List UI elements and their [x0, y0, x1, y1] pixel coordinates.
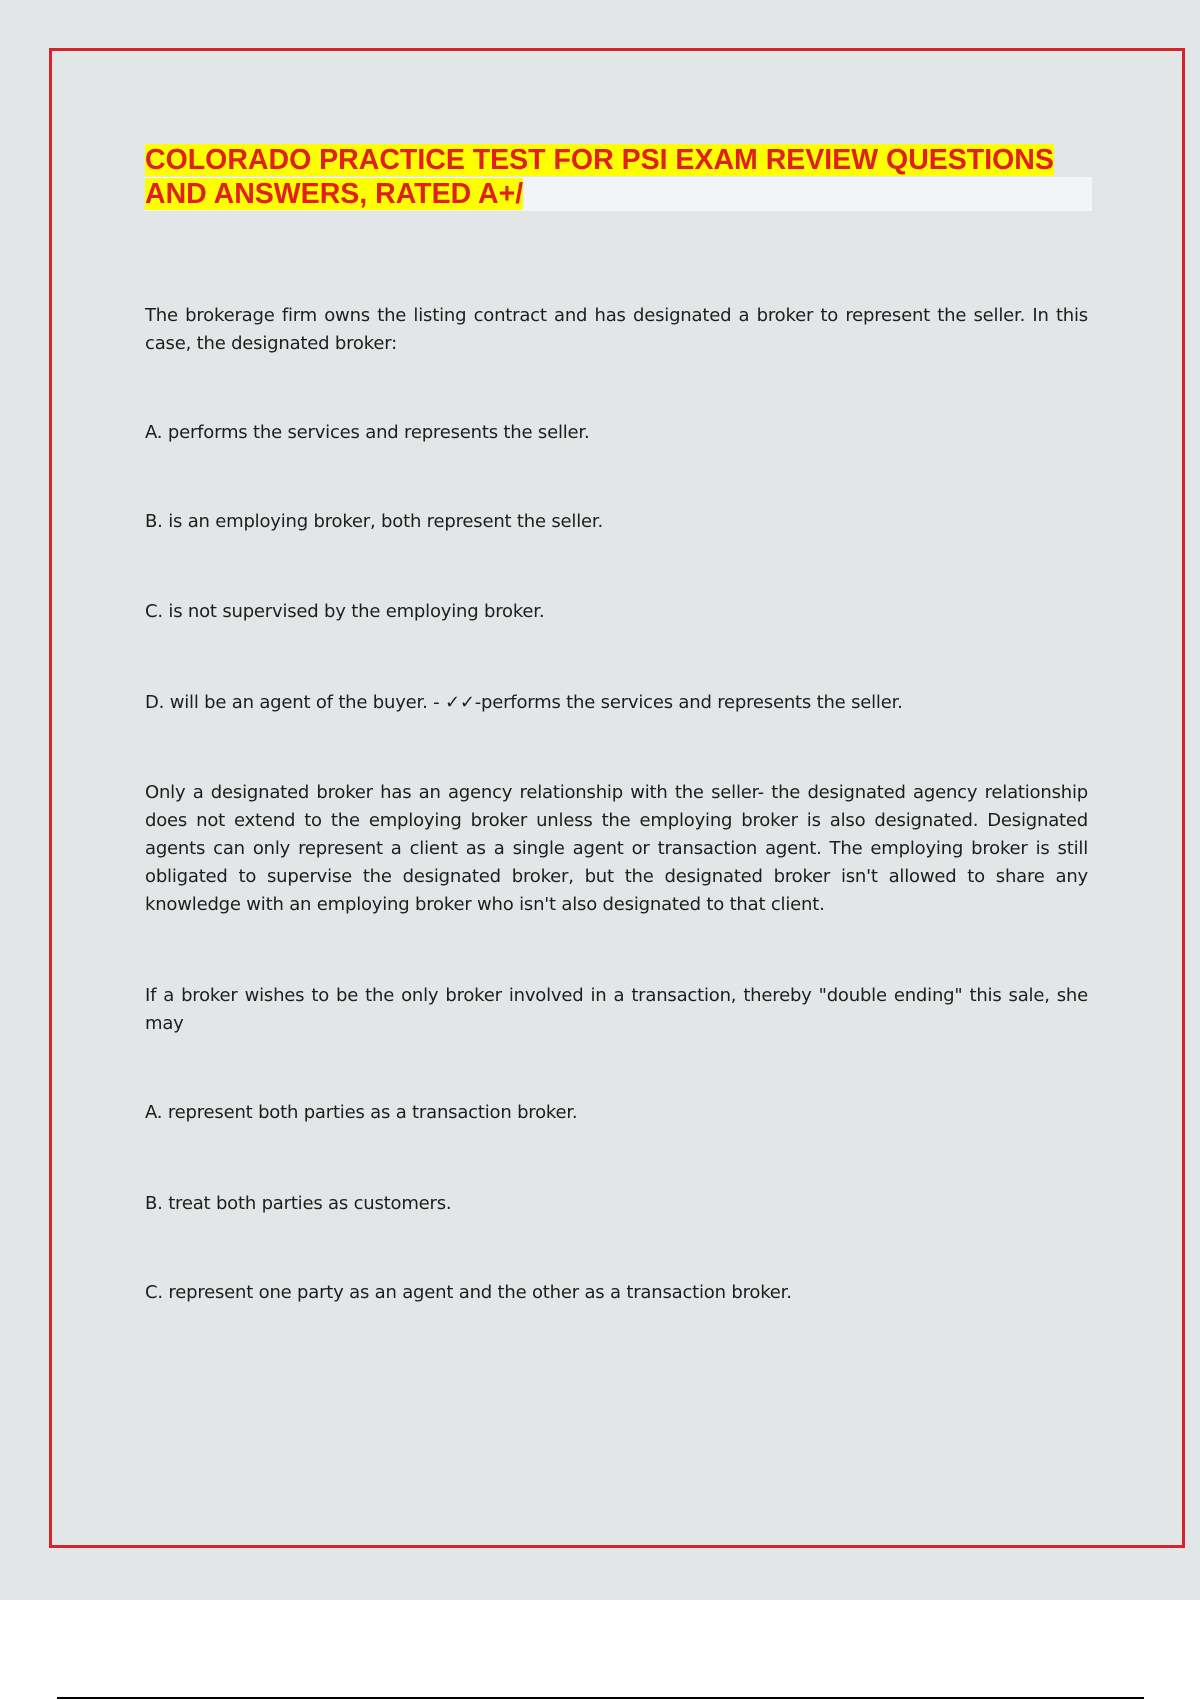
title-line-2	[145, 177, 1092, 211]
title-line-2-text: AND ANSWERS, RATED A+/	[145, 178, 524, 210]
question-1-option-c: C. is not supervised by the employing broker.	[145, 601, 545, 622]
title-line-1-text: COLORADO PRACTICE TEST FOR PSI EXAM REVIEW QUESTIONS	[145, 144, 1054, 176]
question-1-option-b: B. is an employing broker, both represent the seller.	[145, 511, 603, 532]
document-title	[145, 143, 1092, 211]
footer-divider	[57, 1697, 1144, 1699]
title-line-1	[145, 143, 1092, 177]
question-2-option-c: C. represent one party as an agent and the other as a transaction broker.	[145, 1282, 792, 1303]
question-2-stem: If a broker wishes to be the only broker involved in a transaction, thereby "double ending" this sale, she may	[145, 985, 1088, 1034]
question-1-option-d-answer: D. will be an agent of the buyer. - ✓✓-performs the services and represents the seller.	[145, 692, 903, 713]
question-1-option-a: A. performs the services and represents the seller.	[145, 422, 590, 443]
question-2-option-b: B. treat both parties as customers.	[145, 1193, 452, 1214]
question-1-explanation: Only a designated broker has an agency relationship with the seller- the designated agency relationship does not extend to the employing broker unless the employing broker is also designated. Designated agents can only represent a client as a single agent or transaction agent. The employing broker is still obligated to supervise the designated broker, but the designated broker isn't allowed to share any knowledge with an employing broker who isn't also designated to that client.	[145, 782, 1088, 915]
question-1-stem: The brokerage firm owns the listing contract and has designated a broker to represent the seller. In this case, the designated broker:	[145, 305, 1088, 354]
question-2-option-a: A. represent both parties as a transaction broker.	[145, 1102, 578, 1123]
